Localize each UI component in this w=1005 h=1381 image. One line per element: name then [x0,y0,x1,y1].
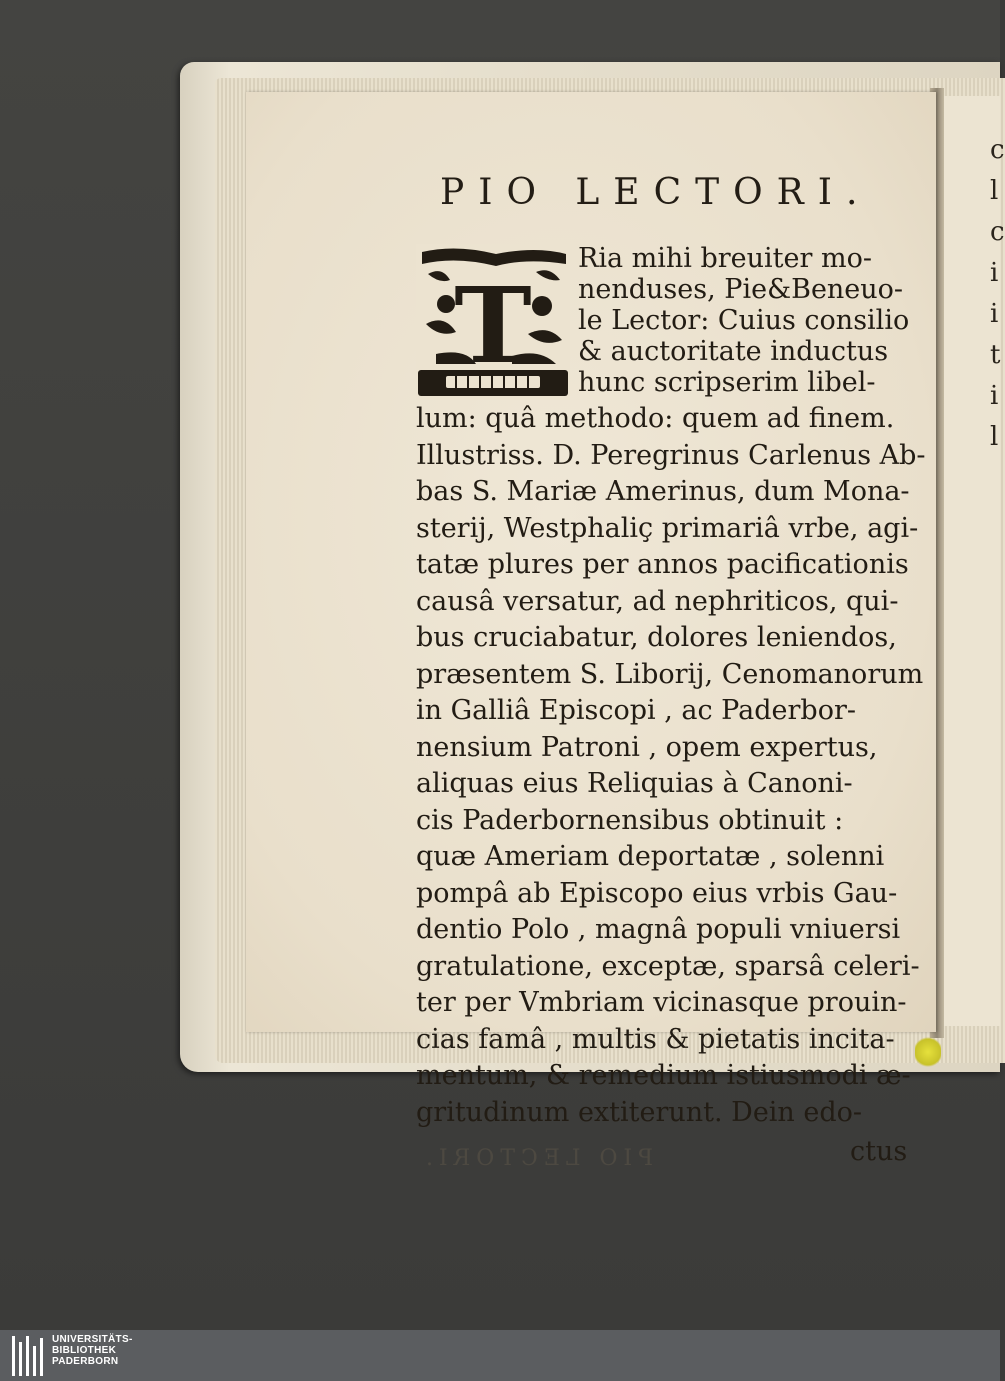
text-line: tatæ plures per annos pacificationis [416,549,909,580]
text-line: in Galliâ Episcopi , ac Paderbor- [416,695,856,726]
library-logo-text [52,1334,133,1367]
library-logo-icon [12,1336,44,1376]
text-line: aliquas eius Reliquias à Canoni- [416,768,853,799]
text-line: bus cruciabatur, dolores leniendos, [416,622,897,653]
text-line: ter per Vmbriam vicinasque prouin- [416,987,907,1018]
decorated-initial [416,244,570,400]
next-page-letter: l [990,176,999,206]
text-line: pompâ ab Episcopo eius vrbis Gau- [416,877,898,909]
text-line: cis Paderbornensibus obtinuit : [416,804,844,836]
text-line: gratulatione, exceptæ, sparsâ celeri- [416,950,920,982]
next-page-letter: c [990,217,1005,247]
text-line: lum: quâ methodo: quem ad finem. [416,403,895,434]
next-page-letters [990,130,1004,458]
logo-text-line: BIBLIOTHEK [52,1345,117,1356]
next-page-letter: c [990,135,1005,165]
text-line: & auctoritate inductus [578,336,889,367]
text-line: quæ Ameriam deportatæ , solenni [416,841,885,872]
logo-text-line: UNIVERSITÄTS- [52,1334,133,1345]
next-page-letter: i [990,299,999,329]
text-line: Illustriss. D. Peregrinus Carlenus Ab- [416,439,926,471]
logo-text-line: PADERBORN [52,1356,119,1367]
text-line: cias famâ , multis & pietatis incita- [416,1023,895,1055]
next-page-letter: i [990,258,999,288]
text-line: mentum, & remedium istiusmodi æ- [416,1060,911,1091]
text-line: dentio Polo , magnâ populi vniuersi [416,914,901,945]
drop-cap-letter: T [454,264,532,387]
footer-bar [0,1330,1000,1381]
next-page-letter: i [990,381,999,411]
text-line: gritudinum extiterunt. Dein edo- [416,1096,863,1128]
next-page-letter: t [990,340,1001,370]
decorated-initial-icon [416,244,570,400]
bleed-through-text: PIO LECTORI. [420,1146,653,1171]
text-line: causâ versatur, ad nephriticos, qui- [416,585,899,617]
text-line: præsentem S. Liborij, Cenomanorum [416,658,924,690]
text-line: hunc scripserim libel- [578,367,876,398]
next-page-letter: l [990,422,999,452]
catchword: ctus [850,1136,908,1167]
page-title: PIO LECTORI. [440,172,872,213]
text-line: bas S. Mariæ Amerinus, dum Mona- [416,476,910,507]
text-line: nensium Patroni , opem expertus, [416,731,878,763]
text-line: nenduses, Pie&Beneuo- [578,274,904,305]
text-line: sterij, Westphaliç primariâ vrbe, agi- [416,512,919,544]
binding-thread [915,1035,941,1069]
text-line: Ria mihi breuiter mo- [578,243,872,274]
text-line: le Lector: Cuius consilio [578,305,910,336]
